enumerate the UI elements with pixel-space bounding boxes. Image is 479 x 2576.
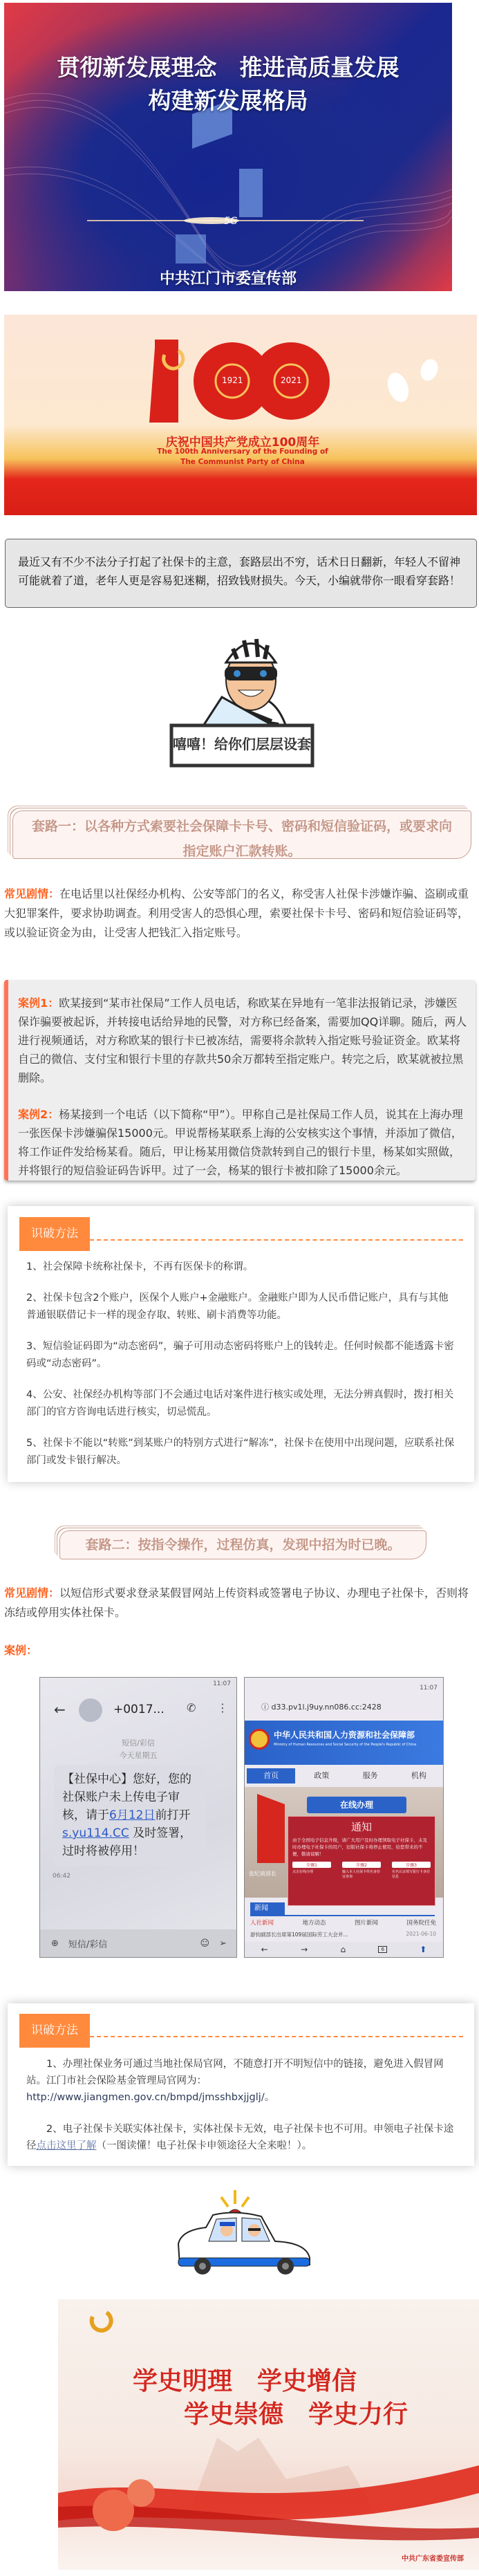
browser-toolbar xyxy=(245,1942,443,1957)
case-2-text: 杨某接到一个电话（以下简称“甲”）。甲称自己是社保局工作人员，说其在上海办理一张医保卡涉嫌骗保15000元。甲说帮杨某联系上海的公安核实这个事情，并添加了微信，将工作证件发给杨某看。随后，甲让杨某用微信贷款转到自己的银行卡里，杨某如实照做，并将银行的短信验证码告诉甲。过了一会，杨某的银行卡被扣除了15000余元。 xyxy=(18,1108,463,1177)
notice-text: 由于全国电子信息升级，请广大用户及时办理领取电子社保卡，未及时办理电子社保卡的用户，旧版社保卡将停止使用，给您带来的不便，敬请谅解！ xyxy=(292,1837,427,1857)
tips-tag: 识破方法 xyxy=(19,1217,90,1251)
message-type: 短信/彩信 xyxy=(122,1739,155,1748)
official-site-url[interactable]: http://www.jiangmen.gov.cn/bmpd/jmsshbxjjglj/ xyxy=(26,2092,265,2103)
wave-lines-graphic xyxy=(4,3,452,291)
home-icon[interactable]: ⌂ xyxy=(340,1945,346,1954)
routine-1-header: 套路一：以各种方式索要社会保障卡卡号、密码和短信验证码，或要求向指定账户汇款转账。 xyxy=(12,810,471,859)
chart-panel xyxy=(239,169,263,217)
contact-number: +0017... xyxy=(113,1703,165,1716)
news-item-date: 2021-06-10 xyxy=(406,1931,436,1937)
news-label: 新闻 xyxy=(250,1902,285,1915)
learn-more-link[interactable]: 点击这里了解 xyxy=(36,2140,97,2151)
nav-policy[interactable]: 政策 xyxy=(314,1771,330,1780)
year-1921: 1921 xyxy=(222,376,243,385)
banner-headline-1: 贯彻新发展理念 推进高质量发展 xyxy=(57,54,400,81)
tips-tag: 识破方法 xyxy=(19,2014,90,2048)
banner-new-development xyxy=(4,3,452,291)
plot-text: 在电话里以社保经办机构、公安等部门的名义，称受害人社保卡涉嫌诈骗、盗刷或重大犯罪案件，要求协助调查。利用受害人的恐惧心理，索要社保卡卡号、密码和短信验证码等，或以验证资金为由，让受害人把钱汇入指定账号。 xyxy=(4,887,469,939)
thief-illustration xyxy=(140,628,344,780)
thief-sign-text: 嘻嘻！给你们层层设套 xyxy=(173,736,311,752)
send-icon[interactable]: ➢ xyxy=(219,1938,227,1949)
phone-icon[interactable]: ✆ xyxy=(187,1701,196,1714)
news-tab[interactable]: 图片新闻 xyxy=(354,1920,378,1927)
fake-website-screenshot xyxy=(244,1677,444,1958)
step-2: 步骤2 输入本人社保卡姓名身份证查询 xyxy=(342,1863,381,1879)
site-header xyxy=(245,1721,443,1765)
slogan-line-2: 学史崇德 学史力行 xyxy=(184,2400,408,2429)
case-2-label: 案例2： xyxy=(18,1108,59,1121)
banner-party-history xyxy=(58,2299,479,2570)
hero-caption: 张纪南部长 xyxy=(249,1871,276,1877)
tips-list xyxy=(26,1259,458,1483)
sms-text: 前打开 xyxy=(155,1808,191,1822)
dashed-divider xyxy=(90,1239,463,1241)
tip-item: 5、社保卡不能以“转账”到某账户的特别方式进行“解冻”，社保卡在使用中出现问题，应联系社保部门或发卡银行解决。 xyxy=(26,1438,455,1466)
notice-popup xyxy=(288,1816,435,1906)
news-item-title: 游钧副部长出席第109届国际劳工大会并... xyxy=(250,1931,348,1938)
case-box xyxy=(4,980,476,1180)
tips-card-1 xyxy=(8,1206,474,1482)
news-tab[interactable]: 国务院任免 xyxy=(406,1920,436,1927)
sms-phishing-link[interactable]: s.yu114.CC xyxy=(62,1826,129,1840)
5g-badge: 5G xyxy=(224,216,238,227)
forward-icon[interactable]: → xyxy=(301,1945,308,1954)
dashed-divider xyxy=(90,2036,463,2037)
site-nav xyxy=(245,1766,443,1786)
sms-text: 及时签署，过时将被停用！ xyxy=(62,1826,192,1858)
step-3: 步骤3 实名认证填写银行卡身份信息 xyxy=(392,1863,431,1879)
hero-area xyxy=(245,1787,443,1898)
tip-item: 2、社保卡包含2个账户，医保个人账户+金融账户。金融账户即为人民币借记账户，具有与其他普通银联借记卡一样的现金存取、转账、刷卡消费等功能。 xyxy=(26,1292,449,1321)
case-1 xyxy=(18,994,467,1087)
police-car-illustration xyxy=(171,2189,313,2275)
anniversary-title-en-1: The 100th Anniversary of the Founding of xyxy=(157,447,328,456)
nav-home[interactable]: 首页 xyxy=(247,1768,295,1783)
case-2 xyxy=(18,1105,467,1180)
anniversary-title-en-2: The Communist Party of China xyxy=(180,458,305,466)
nav-agency[interactable]: 机构 xyxy=(411,1771,426,1780)
party-emblem-icon xyxy=(92,2313,111,2331)
sms-time: 06:42 xyxy=(53,1873,71,1880)
add-icon[interactable]: ⊕ xyxy=(51,1938,59,1949)
sms-input-bar xyxy=(40,1929,236,1957)
emoji-icon[interactable]: ☺ xyxy=(200,1938,210,1949)
banner-org: 中共江门市委宣传部 xyxy=(159,270,297,288)
sms-input[interactable]: 短信/彩信 xyxy=(68,1939,108,1950)
news-tab[interactable]: 地方动态 xyxy=(302,1920,326,1927)
notice-title: 通知 xyxy=(350,1821,372,1833)
online-service-button[interactable]: 在线办理 xyxy=(307,1797,406,1813)
url-bar[interactable]: ⓘ d33.pv1l.j9uy.nn086.cc:2428 xyxy=(261,1703,382,1712)
avatar xyxy=(79,1698,102,1722)
site-title: 中华人民共和国人力资源和社会保障部 xyxy=(274,1730,415,1740)
tips-card-2 xyxy=(8,2003,474,2166)
site-subtitle: Ministry of Human Resources and Social Security of the People's Republic of China xyxy=(274,1743,417,1747)
nav-service[interactable]: 服务 xyxy=(362,1771,378,1780)
sms-screenshot xyxy=(39,1677,237,1958)
status-clock: 11:07 xyxy=(420,1685,438,1692)
intro-box: 最近又有不少不法分子打起了社保卡的主意，套路层出不穷，话术日日翻新，年轻人不留神可能就着了道，老年人更是容易犯迷糊，招致钱财损失。今天，小编就带你一眼看穿套路！ xyxy=(5,539,477,608)
anniversary-title-cn: 庆祝中国共产党成立100周年 xyxy=(165,436,320,450)
news-item[interactable] xyxy=(250,1931,436,1938)
tip-item: 2、电子社保卡关联实体社保卡，实体社保卡无效，电子社保卡也不可用。申领电子社保卡途径点击这里了解（一图读懂！电子社保卡申领途径大全来啦！）。 xyxy=(26,2124,454,2151)
case-1-label: 案例1： xyxy=(18,997,59,1010)
tip-item: 1、办理社保业务可通过当地社保局官网，不随意打开不明短信中的链接，避免进入假冒网站。江门市社会保险基金管理局官网为： http://www.jiangmen.gov.cn/bmpd/jmsshbxjjglj/。 xyxy=(26,2059,444,2103)
sms-text: 【社保中心】您好，您的社保账户未上传电子审核，请于 xyxy=(62,1772,191,1822)
message-day: 今天星期五 xyxy=(119,1751,158,1760)
slogan-line-1: 学史明理 学史增信 xyxy=(133,2366,357,2396)
news-tabs xyxy=(250,1918,436,1927)
step-1: 步骤1 点击在线办理 xyxy=(292,1862,331,1879)
notice-steps xyxy=(292,1862,431,1879)
case-1-text: 欧某接到“某市社保局”工作人员电话，称欧某在异地有一笔非法报销记录，涉嫌医保诈骗要被起诉，并转接电话给异地的民警，对方称已经备案，需要加QQ详聊。随后，两人进行视频通话，对方称欧某的银行卡已被冻结，需要将余款转入指定账号验证资金。欧某将自己的微信、支付宝和银行卡里的存款共50余万都转至指定账户。转完之后，欧某就被拉黑删除。 xyxy=(18,997,467,1084)
plot-text: 以短信形式要求登录某假冒网站上传资料或签署电子协议、办理电子社保卡，否则将冻结或停用实体社保卡。 xyxy=(4,1586,469,1619)
banner-headline-2: 构建新发展格局 xyxy=(148,87,308,114)
url-text: d33.pv1l.j9uy.nn086.cc:2428 xyxy=(271,1703,382,1712)
routine-1-plot xyxy=(4,884,477,943)
sms-date-link[interactable]: 6月12日 xyxy=(109,1808,156,1822)
back-icon[interactable]: ← xyxy=(261,1945,268,1954)
plot-label: 常见剧情： xyxy=(4,887,60,900)
status-clock: 11:07 xyxy=(213,1680,231,1687)
more-icon[interactable]: ⋮ xyxy=(217,1701,228,1714)
news-tab[interactable]: 人社新闻 xyxy=(250,1920,274,1927)
tips-list xyxy=(26,2056,458,2168)
doves-graphic xyxy=(377,356,447,411)
flag-graphic xyxy=(257,1794,285,1863)
routine-2-plot xyxy=(4,1584,477,1622)
sms-bubble xyxy=(54,1765,206,1866)
ribbon-graphic xyxy=(58,2299,479,2570)
banner-party-100th xyxy=(4,315,477,515)
back-arrow-icon[interactable]: ← xyxy=(54,1701,66,1718)
upload-icon[interactable]: ⬆ xyxy=(420,1945,427,1954)
plot-label: 常见剧情： xyxy=(4,1586,60,1600)
routine-2-header: 套路二：按指令操作，过程仿真，发现中招为时已晚。 xyxy=(59,1530,426,1559)
tabs-count-icon[interactable]: 6 xyxy=(378,1946,386,1953)
tip-item: 1、社会保障卡统称社保卡，不再有医保卡的称谓。 xyxy=(26,1261,254,1272)
tip-item: 4、公安、社保经办机构等部门不会通过电话对案件进行核实或处理，无法分辨真假时，拨打相关部门的官方咨询电话进行核实，切忌慌乱。 xyxy=(26,1389,454,1418)
year-2021: 2021 xyxy=(281,376,302,385)
case-label: 案例： xyxy=(4,1644,38,1657)
banner-org: 中共广东省委宣传部 xyxy=(402,2555,464,2563)
national-emblem-icon xyxy=(249,1729,270,1750)
tip-item: 3、短信验证码即为“动态密码”，骗子可用动态密码将账户上的钱转走。任何时候都不能透露卡密码或“动态密码”。 xyxy=(26,1341,454,1369)
